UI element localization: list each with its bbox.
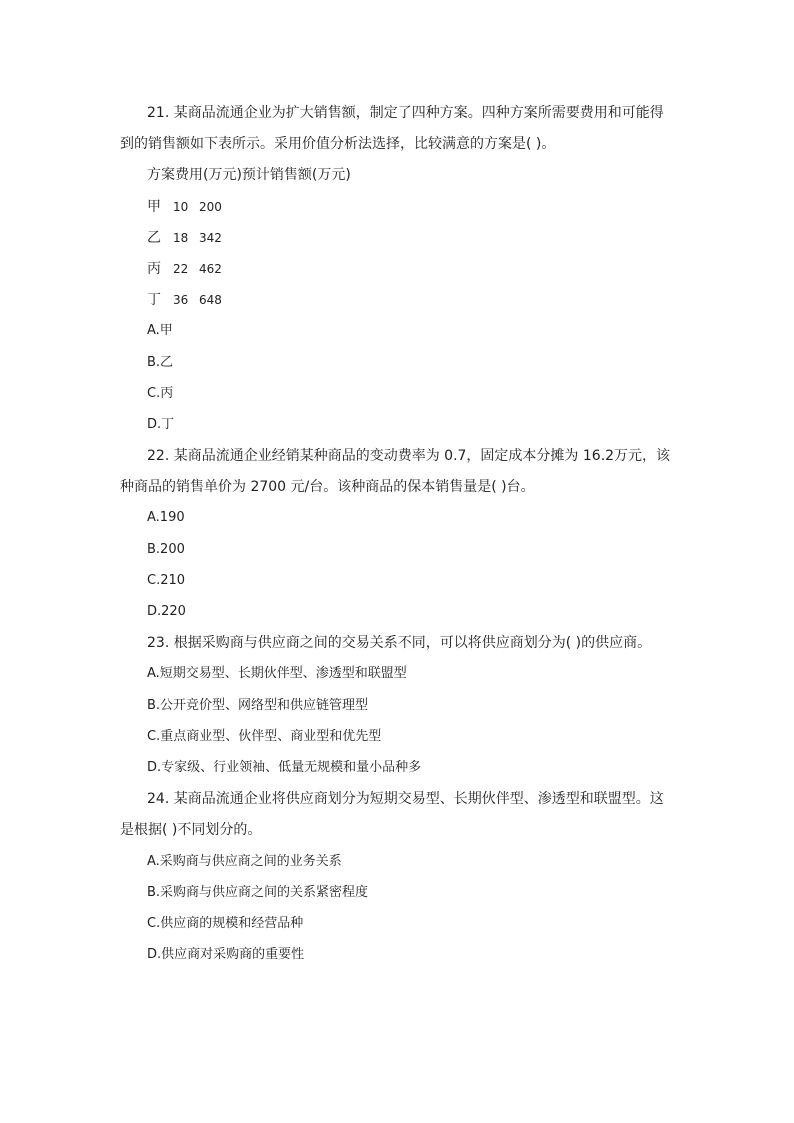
question-21-line-2: 到的销售额如下表所示。采用价值分析法选择，比较满意的方案是( )。 bbox=[120, 136, 556, 153]
sales: 342 bbox=[199, 230, 222, 245]
option-a: A.短期交易型、长期伙伴型、渗透型和联盟型 bbox=[147, 666, 407, 682]
plan: 甲 bbox=[147, 198, 161, 215]
table-row bbox=[120, 227, 680, 258]
option-a: A.190 bbox=[147, 510, 185, 526]
cost: 22 bbox=[173, 261, 189, 276]
option-d: D.供应商对采购商的重要性 bbox=[147, 947, 305, 963]
table-row bbox=[120, 196, 680, 227]
option-c: C.供应商的规模和经营品种 bbox=[147, 915, 304, 931]
table-row bbox=[120, 258, 680, 289]
option-d: D.专家级、行业领袖、低量无规模和量小品种多 bbox=[147, 759, 422, 775]
question-24-line-2: 是根据( )不同划分的。 bbox=[120, 822, 262, 839]
option-b: B.乙 bbox=[147, 354, 174, 370]
option-c: C.210 bbox=[147, 572, 186, 588]
option-c: C.重点商业型、伙伴型、商业型和优先型 bbox=[147, 728, 382, 744]
sales: 462 bbox=[199, 261, 222, 276]
question-23-line-1: 23. 根据采购商与供应商之间的交易关系不同，可以将供应商划分为( )的供应商。 bbox=[147, 635, 652, 652]
cost: 10 bbox=[173, 199, 189, 214]
option-b: B.公开竞价型、网络型和供应链管理型 bbox=[147, 697, 369, 713]
sales: 648 bbox=[199, 293, 222, 308]
option-b: B.采购商与供应商之间的关系紧密程度 bbox=[147, 884, 369, 900]
sales: 200 bbox=[199, 199, 222, 214]
option-b: B.200 bbox=[147, 541, 185, 557]
cost: 18 bbox=[173, 230, 189, 245]
question-22-line-2: 种商品的销售单价为 2700 元/台。该种商品的保本销售量是( )台。 bbox=[120, 479, 535, 496]
plan: 丙 bbox=[147, 260, 161, 277]
question-21-line-1: 21. 某商品流通企业为扩大销售额，制定了四种方案。四种方案所需要费用和可能得 bbox=[147, 105, 664, 121]
option-a: A.甲 bbox=[147, 323, 173, 339]
plan: 乙 bbox=[147, 229, 161, 246]
cost: 36 bbox=[173, 293, 189, 308]
option-d: D.220 bbox=[147, 604, 186, 619]
question-22-line-1: 22. 某商品流通企业经销某种商品的变动费率为 0.7，固定成本分摊为 16.2万元，该 bbox=[147, 448, 671, 465]
plan: 丁 bbox=[147, 292, 161, 309]
question-24-line-1: 24. 某商品流通企业将供应商划分为短期交易型、长期伙伴型、渗透型和联盟型。这 bbox=[147, 791, 664, 808]
table-row bbox=[120, 289, 680, 320]
document-body bbox=[120, 102, 680, 975]
option-d: D.丁 bbox=[147, 416, 175, 432]
option-c: C.丙 bbox=[147, 385, 174, 401]
option-a: A.采购商与供应商之间的业务关系 bbox=[147, 853, 342, 869]
table-header: 方案费用(万元)预计销售额(万元) bbox=[147, 167, 351, 184]
